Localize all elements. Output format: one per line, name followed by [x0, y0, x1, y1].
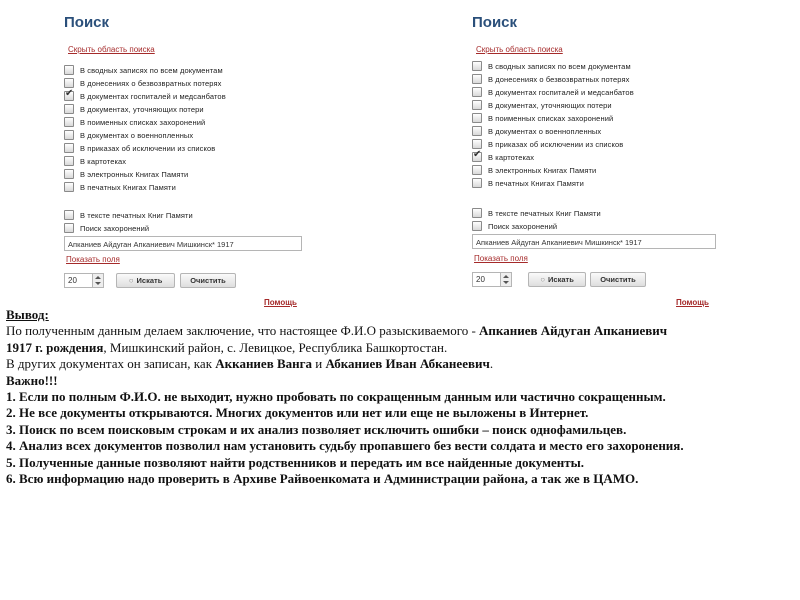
checkbox-label: В документах госпиталей и медсанбатов [488, 87, 634, 97]
checkbox[interactable] [472, 221, 482, 231]
checkbox[interactable] [64, 223, 74, 233]
search-icon: ○ [540, 275, 546, 284]
search-button[interactable] [116, 273, 175, 288]
point-item: 6. Всю информацию надо проверить в Архиве Райвоенкомата и Администрации района, а так же в ЦАМО. [6, 471, 639, 487]
checkbox[interactable] [64, 91, 74, 101]
intro-text: По полученным данным делаем заключение, что настоящее Ф.И.О разыскиваемого - [6, 323, 480, 339]
checkbox-label: В сводных записях по всем документам [80, 65, 223, 75]
birth-year: 1917 г. рождения [6, 339, 104, 355]
checkbox[interactable] [472, 100, 482, 110]
checkbox-row[interactable] [64, 64, 223, 76]
person-name: Апканиев Айдуган Апканиевич [479, 323, 668, 339]
checkbox-label: В донесениях о безвозвратных потерях [80, 78, 222, 88]
checkbox[interactable] [472, 139, 482, 149]
checkbox-label: В печатных Книгах Памяти [488, 178, 584, 188]
point-item: 4. Анализ всех документов позволил нам установить судьбу пропавшего без вести солдата и место его захоронения. [6, 438, 684, 454]
checkbox-row[interactable] [472, 125, 601, 137]
checkbox[interactable] [64, 143, 74, 153]
checkbox[interactable] [472, 113, 482, 123]
checkbox-row[interactable] [472, 99, 612, 111]
checkbox-row[interactable] [472, 151, 534, 163]
stepper-value: 20 [68, 276, 77, 285]
help-link[interactable]: Помощь [264, 298, 297, 307]
checkbox-label: Поиск захоронений [488, 221, 558, 231]
show-fields-link[interactable]: Показать поля [66, 255, 120, 264]
conclusion-heading: Вывод: [6, 307, 49, 322]
search-panel-right [472, 14, 722, 314]
checkbox[interactable] [472, 87, 482, 97]
checkbox-row[interactable] [64, 222, 149, 234]
hide-search-area-link[interactable]: Скрыть область поиска [68, 45, 155, 54]
checkbox-label: В документах о военнопленных [80, 130, 194, 140]
checkbox[interactable] [64, 169, 74, 179]
clear-button-label: Очистить [600, 275, 636, 284]
stepper-arrows[interactable] [500, 273, 511, 286]
checkbox-row[interactable] [64, 209, 193, 221]
birth-paragraph [6, 340, 796, 356]
checkbox-label: В поименных списках захоронений [80, 117, 206, 127]
checkbox-label: В печатных Книгах Памяти [80, 182, 176, 192]
panel-title: Поиск [64, 14, 110, 31]
checkbox-row[interactable] [64, 155, 126, 167]
search-button[interactable] [528, 272, 586, 287]
checkbox[interactable] [64, 78, 74, 88]
alias-and: и [312, 356, 326, 372]
alias-end: . [489, 356, 494, 372]
checkbox[interactable] [472, 61, 482, 71]
checkbox-label: В приказах об исключении из списков [80, 143, 216, 153]
conclusion-text [6, 307, 796, 487]
checkbox-label: В тексте печатных Книг Памяти [488, 208, 601, 218]
checkbox-row[interactable] [472, 164, 596, 176]
checkbox-label: В документах о военнопленных [488, 126, 602, 136]
birth-place: , Мишкинский район, с. Левицкое, Республика Башкортостан. [103, 339, 448, 355]
checkbox-row[interactable] [472, 73, 629, 85]
checkbox-row[interactable] [472, 60, 631, 72]
checkbox-label: В картотеках [488, 152, 535, 162]
checkbox-label: В документах госпиталей и медсанбатов [80, 91, 226, 101]
clear-button[interactable] [590, 272, 646, 287]
checkbox-label: В донесениях о безвозвратных потерях [488, 74, 630, 84]
checkbox-label: Поиск захоронений [80, 223, 150, 233]
results-per-page-stepper[interactable] [472, 272, 512, 287]
checkbox-row[interactable] [472, 177, 584, 189]
panel-title: Поиск [472, 14, 518, 31]
checkbox-row[interactable] [64, 142, 215, 154]
checkbox[interactable] [472, 152, 482, 162]
checkbox[interactable] [64, 65, 74, 75]
arrow-down-icon[interactable] [503, 281, 509, 284]
checkbox-row[interactable] [64, 168, 188, 180]
search-query-input[interactable]: Апканиев Айдуган Апканиевич Мишкинск* 1917 [472, 234, 716, 249]
checkbox-label: В электронных Книгах Памяти [80, 169, 189, 179]
arrow-down-icon[interactable] [95, 282, 101, 285]
checkbox-label: В документах, уточняющих потери [80, 104, 204, 114]
stepper-arrows[interactable] [92, 274, 103, 287]
search-panel-left [64, 14, 314, 314]
point-item: 2. Не все документы открываются. Многих документов или нет или еще не выложены в Интернет. [6, 405, 589, 421]
checkbox-row[interactable] [472, 220, 557, 232]
conclusion-paragraph [6, 323, 796, 339]
point-item: 5. Полученные данные позволяют найти родственников и передать им все найденные документы. [6, 454, 585, 470]
checkbox-row[interactable] [64, 116, 205, 128]
checkbox-row[interactable] [64, 90, 226, 102]
help-link[interactable]: Помощь [676, 298, 709, 307]
checkbox[interactable] [64, 117, 74, 127]
search-icon: ○ [128, 276, 134, 285]
checkbox-row[interactable] [472, 207, 601, 219]
checkbox-label: В сводных записях по всем документам [488, 61, 631, 71]
checkbox-row[interactable] [64, 103, 204, 115]
clear-button-label: Очистить [190, 276, 226, 285]
checkbox-row[interactable] [472, 138, 623, 150]
checkbox[interactable] [472, 208, 482, 218]
checkbox-row[interactable] [64, 77, 221, 89]
checkbox[interactable] [472, 165, 482, 175]
checkbox-label: В тексте печатных Книг Памяти [80, 210, 193, 220]
checkbox[interactable] [472, 74, 482, 84]
checkbox-row[interactable] [64, 129, 193, 141]
checkbox[interactable] [64, 130, 74, 140]
search-query-input[interactable]: Апканиев Айдуган Апканиевич Мишкинск* 1917 [64, 236, 302, 251]
checkbox-row[interactable] [472, 86, 634, 98]
checkbox-label: В электронных Книгах Памяти [488, 165, 597, 175]
checkbox[interactable] [472, 126, 482, 136]
checkbox-label: В картотеках [80, 156, 127, 166]
arrow-up-icon[interactable] [503, 275, 509, 278]
point-item: 1. Если по полным Ф.И.О. не выходит, нужно пробовать по сокращенным данным или частично сокращенным. [6, 389, 666, 405]
checkbox[interactable] [64, 156, 74, 166]
aliases-paragraph [6, 356, 796, 372]
checkbox[interactable] [64, 182, 74, 192]
arrow-up-icon[interactable] [95, 276, 101, 279]
results-per-page-stepper[interactable] [64, 273, 104, 288]
search-button-label: Искать [548, 275, 574, 284]
show-fields-link[interactable]: Показать поля [474, 254, 528, 263]
important-heading: Важно!!! [6, 372, 58, 388]
stepper-value: 20 [476, 275, 485, 284]
checkbox-row[interactable] [472, 112, 613, 124]
checkbox-label: В приказах об исключении из списков [488, 139, 624, 149]
checkbox[interactable] [64, 210, 74, 220]
point-item: 3. Поиск по всем поисковым строкам и их анализ позволяет исключить ошибки – поиск однофамильцев. [6, 421, 627, 437]
alias-2: Абканиев Иван Абканеевич [325, 356, 490, 372]
checkbox-label: В поименных списках захоронений [488, 113, 614, 123]
checkbox-row[interactable] [64, 181, 176, 193]
checkbox[interactable] [64, 104, 74, 114]
clear-button[interactable] [180, 273, 236, 288]
checkbox-label: В документах, уточняющих потери [488, 100, 612, 110]
checkbox[interactable] [472, 178, 482, 188]
alias-1: Акканиев Ванга [215, 356, 313, 372]
aliases-intro: В других документах он записан, как [6, 356, 216, 372]
search-button-label: Искать [136, 276, 163, 285]
hide-search-area-link[interactable]: Скрыть область поиска [476, 45, 563, 54]
